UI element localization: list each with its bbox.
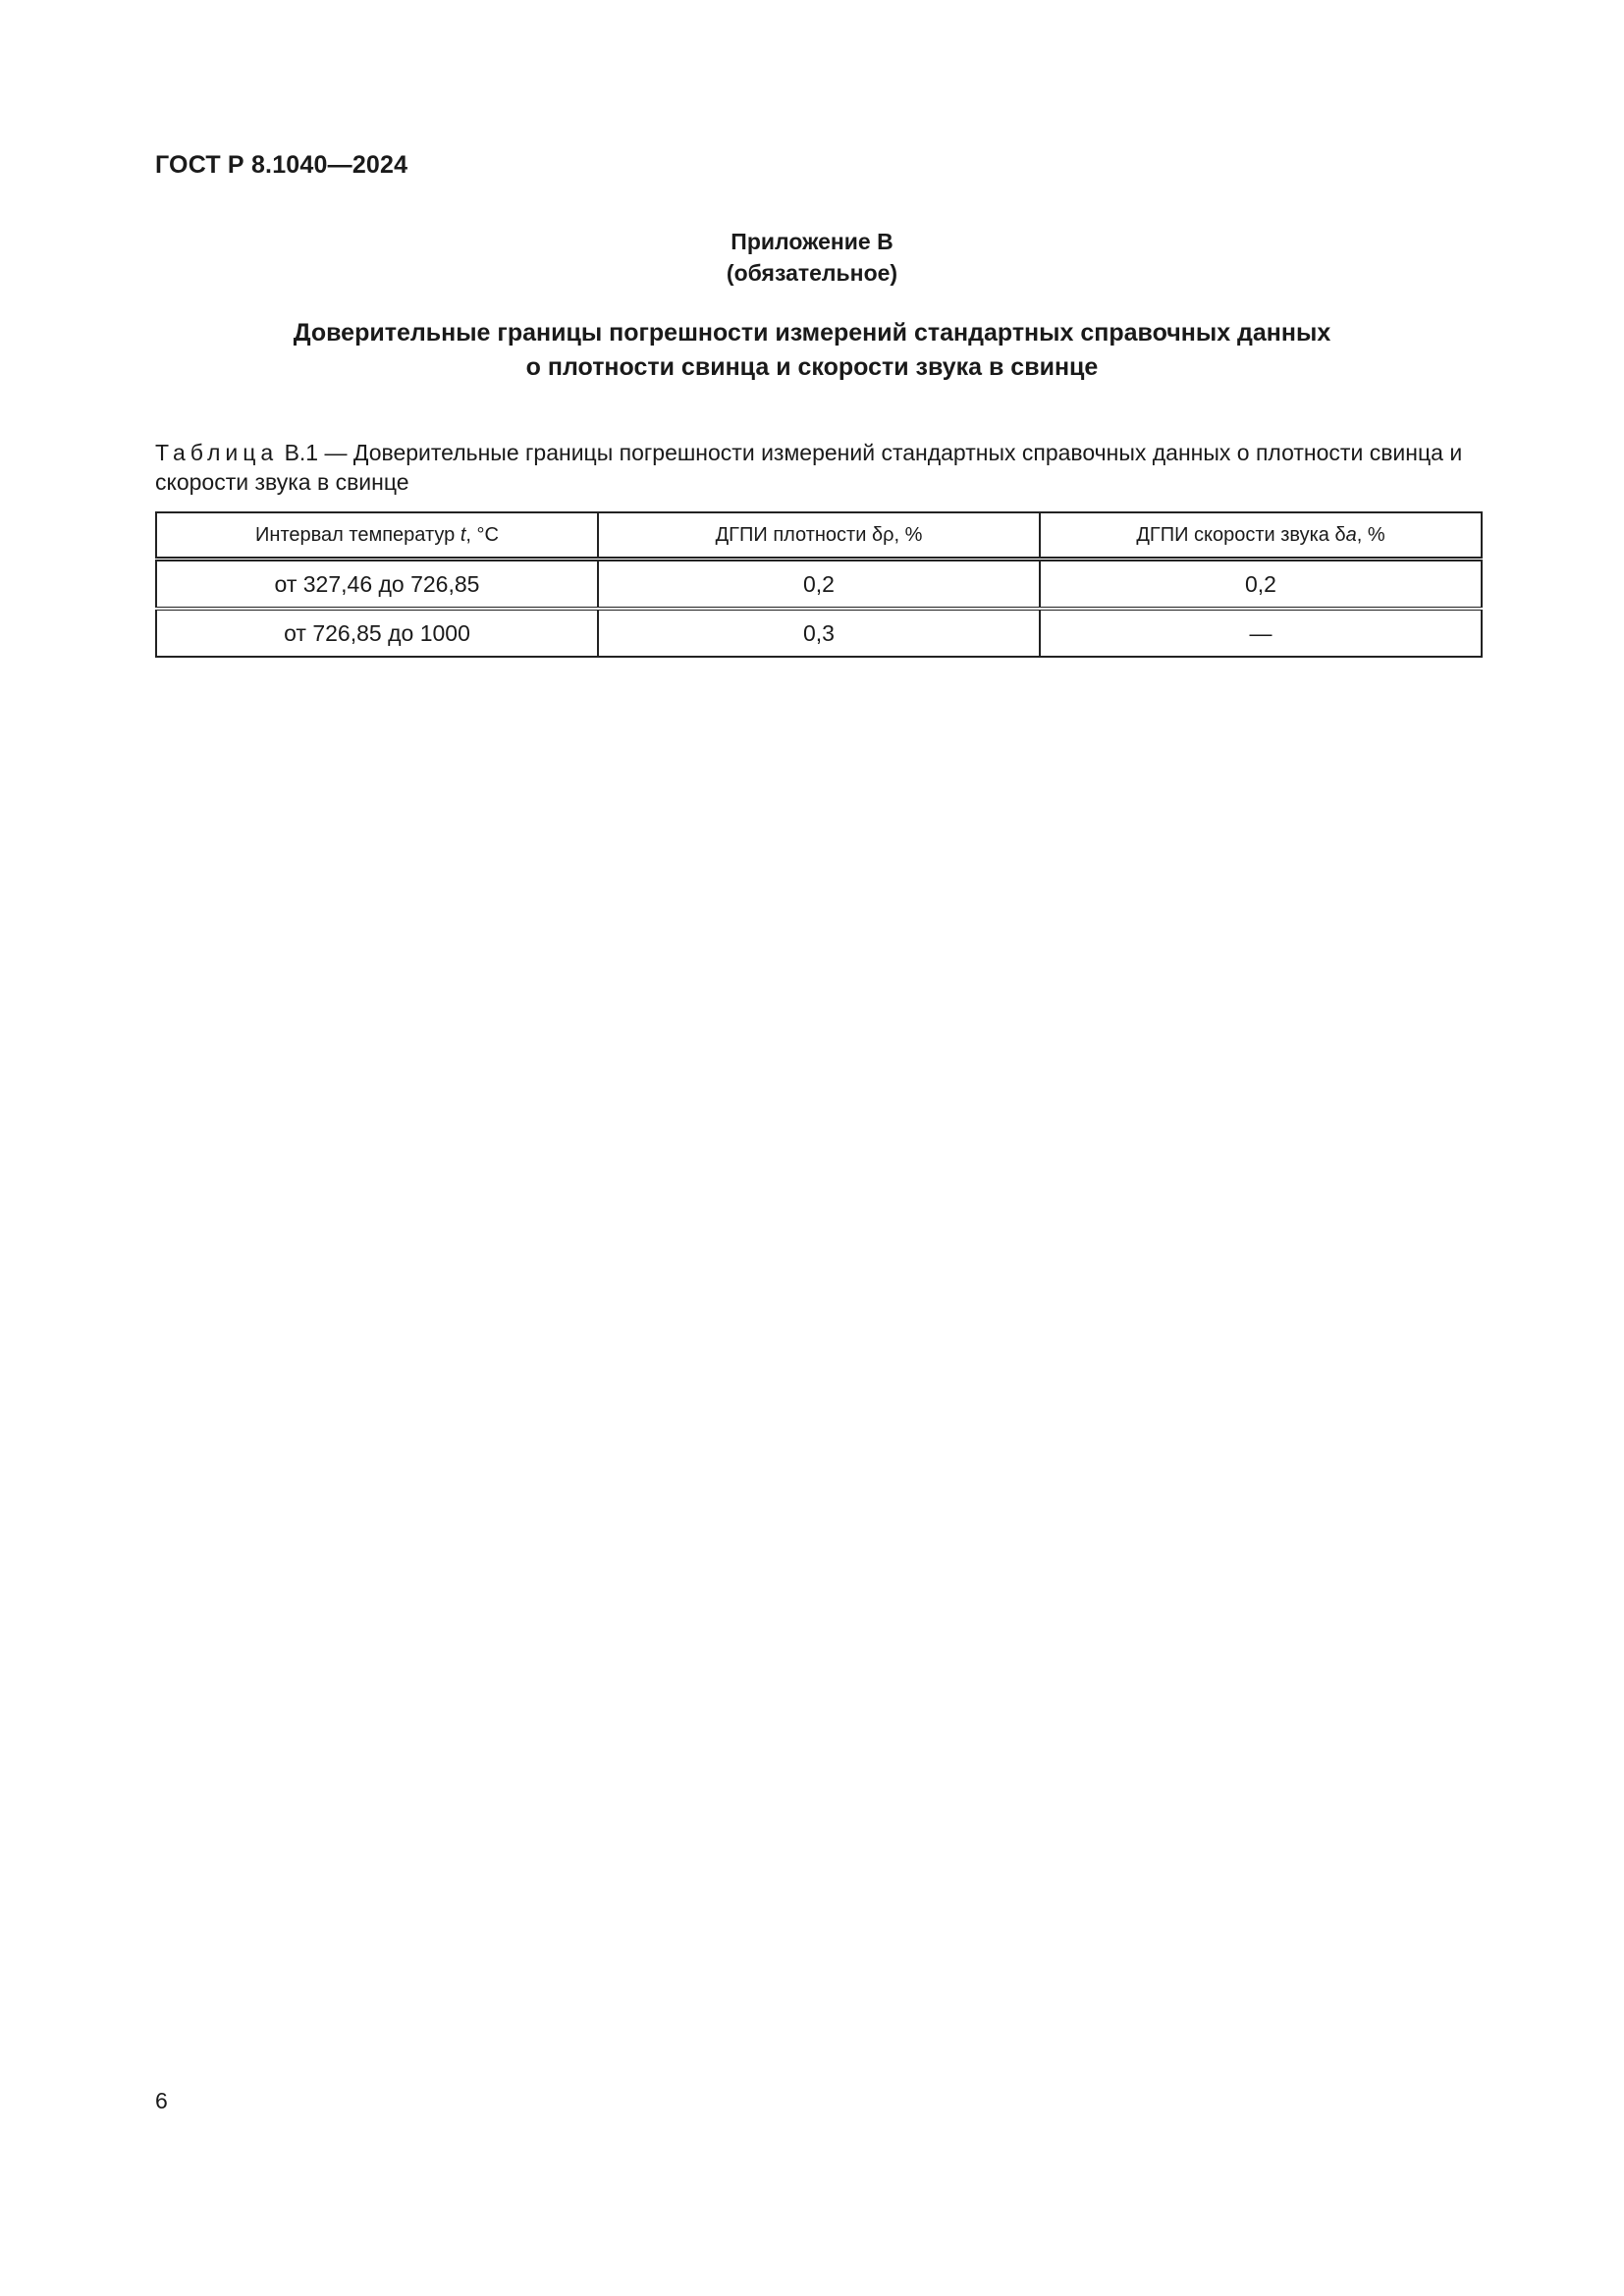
annex-title bbox=[0, 316, 1624, 385]
document-code: ГОСТ Р 8.1040—2024 bbox=[155, 151, 408, 179]
annex-label: Приложение В bbox=[731, 229, 893, 254]
annex-heading bbox=[0, 226, 1624, 289]
annex-status: (обязательное) bbox=[726, 260, 898, 286]
table-caption-label: Таблица bbox=[155, 440, 279, 465]
table-cell-sound-speed: — bbox=[1040, 609, 1482, 657]
table-caption-text: В.1 — Доверительные границы погрешности измерений стандартных справочных данных о плотности свинца и скорости звука в свинце bbox=[155, 440, 1463, 495]
table-cell-sound-speed: 0,2 bbox=[1040, 560, 1482, 610]
table-cell-temperature: от 726,85 до 1000 bbox=[156, 609, 598, 657]
annex-title-line-1: Доверительные границы погрешности измерений стандартных справочных данных bbox=[293, 319, 1331, 347]
column-header-temperature: Интервал температур t, °С bbox=[156, 512, 598, 560]
table-cell-density: 0,2 bbox=[598, 560, 1040, 610]
column-header-sound-speed: ДГПИ скорости звука δa, % bbox=[1040, 512, 1482, 560]
annex-title-line-2: о плотности свинца и скорости звука в свинце bbox=[525, 353, 1099, 381]
column-header-density: ДГПИ плотности δρ, % bbox=[598, 512, 1040, 560]
table-caption bbox=[155, 438, 1490, 497]
table-cell-density: 0,3 bbox=[598, 609, 1040, 657]
table-row bbox=[156, 560, 1482, 610]
table-row bbox=[156, 609, 1482, 657]
page-number: 6 bbox=[155, 2088, 168, 2113]
data-table bbox=[155, 511, 1483, 658]
table-cell-temperature: от 327,46 до 726,85 bbox=[156, 560, 598, 610]
table-header-row bbox=[156, 512, 1482, 560]
